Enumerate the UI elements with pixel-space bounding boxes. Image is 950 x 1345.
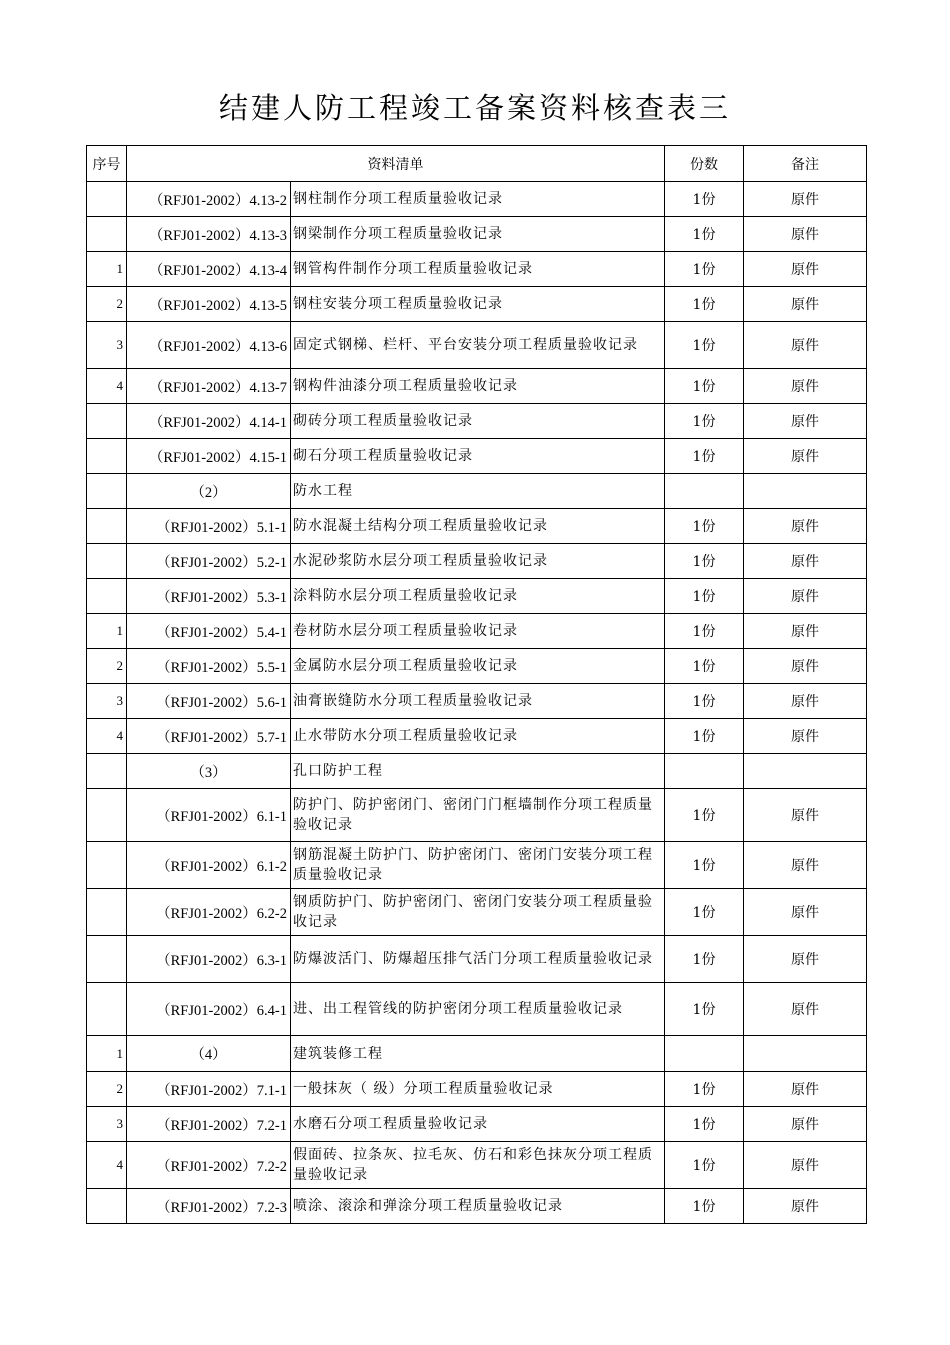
row-qty: 1份 xyxy=(665,684,744,719)
row-qty: 1份 xyxy=(665,217,744,252)
row-name: 钢质防护门、防护密闭门、密闭门安装分项工程质量验收记录 xyxy=(291,889,665,936)
row-number: 1 xyxy=(87,1036,127,1072)
row-name: 砌石分项工程质量验收记录 xyxy=(291,439,665,474)
table-row xyxy=(87,1072,867,1107)
row-note: 原件 xyxy=(744,439,867,474)
row-qty: 1份 xyxy=(665,1142,744,1189)
row-number xyxy=(87,404,127,439)
row-name: 一般抹灰（ 级）分项工程质量验收记录 xyxy=(291,1072,665,1107)
row-name: 防水工程 xyxy=(291,474,665,509)
row-note: 原件 xyxy=(744,322,867,369)
table-row xyxy=(87,217,867,252)
row-qty: 1份 xyxy=(665,544,744,579)
header-qty: 份数 xyxy=(665,146,744,182)
row-number xyxy=(87,439,127,474)
section-row xyxy=(87,754,867,789)
row-number xyxy=(87,474,127,509)
table-row xyxy=(87,889,867,936)
row-name: 油膏嵌缝防水分项工程质量验收记录 xyxy=(291,684,665,719)
row-qty: 1份 xyxy=(665,252,744,287)
row-note: 原件 xyxy=(744,404,867,439)
row-code: （RFJ01-2002）7.2-1 xyxy=(127,1107,291,1142)
row-qty: 1份 xyxy=(665,983,744,1036)
table-row xyxy=(87,983,867,1036)
table-row xyxy=(87,404,867,439)
row-number xyxy=(87,182,127,217)
row-qty: 1份 xyxy=(665,936,744,983)
row-note: 原件 xyxy=(744,614,867,649)
row-name: 钢梁制作分项工程质量验收记录 xyxy=(291,217,665,252)
row-code: （RFJ01-2002）4.13-4 xyxy=(127,252,291,287)
row-qty: 1份 xyxy=(665,369,744,404)
row-qty: 1份 xyxy=(665,649,744,684)
table-row xyxy=(87,842,867,889)
row-code: （RFJ01-2002）6.1-1 xyxy=(127,789,291,842)
row-code: （RFJ01-2002）5.7-1 xyxy=(127,719,291,754)
row-code: （RFJ01-2002）4.14-1 xyxy=(127,404,291,439)
row-name: 金属防水层分项工程质量验收记录 xyxy=(291,649,665,684)
row-note: 原件 xyxy=(744,579,867,614)
row-number xyxy=(87,754,127,789)
row-code: （RFJ01-2002）6.2-2 xyxy=(127,889,291,936)
row-code: （RFJ01-2002）6.1-2 xyxy=(127,842,291,889)
row-qty: 1份 xyxy=(665,719,744,754)
row-qty xyxy=(665,754,744,789)
row-qty: 1份 xyxy=(665,842,744,889)
row-note: 原件 xyxy=(744,1107,867,1142)
table-row xyxy=(87,719,867,754)
row-name: 防爆波活门、防爆超压排气活门分项工程质量验收记录 xyxy=(291,936,665,983)
row-name: 假面砖、拉条灰、拉毛灰、仿石和彩色抹灰分项工程质量验收记录 xyxy=(291,1142,665,1189)
row-code: （RFJ01-2002）5.1-1 xyxy=(127,509,291,544)
row-code: （RFJ01-2002）5.4-1 xyxy=(127,614,291,649)
row-qty: 1份 xyxy=(665,614,744,649)
row-note: 原件 xyxy=(744,544,867,579)
table-row xyxy=(87,1189,867,1224)
row-note: 原件 xyxy=(744,983,867,1036)
row-code: （RFJ01-2002）4.13-2 xyxy=(127,182,291,217)
row-number xyxy=(87,579,127,614)
row-note: 原件 xyxy=(744,369,867,404)
row-qty: 1份 xyxy=(665,1107,744,1142)
table-row xyxy=(87,1142,867,1189)
page-title: 结建人防工程竣工备案资料核查表三 xyxy=(218,91,731,125)
row-number: 3 xyxy=(87,1107,127,1142)
row-number xyxy=(87,217,127,252)
table-row xyxy=(87,789,867,842)
row-code: （RFJ01-2002）6.4-1 xyxy=(127,983,291,1036)
table-row xyxy=(87,614,867,649)
row-number: 2 xyxy=(87,1072,127,1107)
row-note: 原件 xyxy=(744,842,867,889)
row-number xyxy=(87,1189,127,1224)
row-note: 原件 xyxy=(744,649,867,684)
row-code: （RFJ01-2002）5.3-1 xyxy=(127,579,291,614)
row-name: 卷材防水层分项工程质量验收记录 xyxy=(291,614,665,649)
row-note: 原件 xyxy=(744,719,867,754)
row-code: （2） xyxy=(127,474,291,509)
row-number: 2 xyxy=(87,649,127,684)
row-qty: 1份 xyxy=(665,439,744,474)
row-number: 3 xyxy=(87,322,127,369)
row-code: （RFJ01-2002）5.5-1 xyxy=(127,649,291,684)
table-row xyxy=(87,1107,867,1142)
row-qty: 1份 xyxy=(665,1072,744,1107)
row-name: 水泥砂浆防水层分项工程质量验收记录 xyxy=(291,544,665,579)
row-qty: 1份 xyxy=(665,789,744,842)
row-qty xyxy=(665,1036,744,1072)
row-code: （3） xyxy=(127,754,291,789)
row-note xyxy=(744,1036,867,1072)
row-number: 2 xyxy=(87,287,127,322)
row-code: （RFJ01-2002）5.2-1 xyxy=(127,544,291,579)
row-name: 钢柱安装分项工程质量验收记录 xyxy=(291,287,665,322)
archive-check-table xyxy=(86,145,867,1224)
table-row xyxy=(87,509,867,544)
row-note xyxy=(744,754,867,789)
row-qty: 1份 xyxy=(665,509,744,544)
row-number: 4 xyxy=(87,369,127,404)
row-number xyxy=(87,889,127,936)
row-code: （RFJ01-2002）7.2-3 xyxy=(127,1189,291,1224)
table-row xyxy=(87,649,867,684)
table-row xyxy=(87,439,867,474)
row-name: 进、出工程管线的防护密闭分项工程质量验收记录 xyxy=(291,983,665,1036)
table-row xyxy=(87,369,867,404)
row-number xyxy=(87,789,127,842)
row-number xyxy=(87,544,127,579)
section-row xyxy=(87,474,867,509)
header-note: 备注 xyxy=(744,146,867,182)
row-name: 涂料防水层分项工程质量验收记录 xyxy=(291,579,665,614)
table-header-row xyxy=(87,146,867,182)
row-name: 建筑装修工程 xyxy=(291,1036,665,1072)
row-name: 钢构件油漆分项工程质量验收记录 xyxy=(291,369,665,404)
table-row xyxy=(87,287,867,322)
header-list: 资料清单 xyxy=(127,146,665,182)
row-code: （RFJ01-2002）7.2-2 xyxy=(127,1142,291,1189)
row-code: （RFJ01-2002）4.13-5 xyxy=(127,287,291,322)
row-note: 原件 xyxy=(744,1142,867,1189)
row-note xyxy=(744,474,867,509)
row-qty xyxy=(665,474,744,509)
section-row xyxy=(87,1036,867,1072)
row-code: （RFJ01-2002）5.6-1 xyxy=(127,684,291,719)
row-number xyxy=(87,936,127,983)
row-code: （RFJ01-2002）7.1-1 xyxy=(127,1072,291,1107)
row-qty: 1份 xyxy=(665,322,744,369)
row-code: （RFJ01-2002）4.13-7 xyxy=(127,369,291,404)
row-name: 水磨石分项工程质量验收记录 xyxy=(291,1107,665,1142)
row-note: 原件 xyxy=(744,889,867,936)
row-name: 钢筋混凝土防护门、防护密闭门、密闭门安装分项工程质量验收记录 xyxy=(291,842,665,889)
table-row xyxy=(87,579,867,614)
row-name: 固定式钢梯、栏杆、平台安装分项工程质量验收记录 xyxy=(291,322,665,369)
row-qty: 1份 xyxy=(665,182,744,217)
row-qty: 1份 xyxy=(665,889,744,936)
table-row xyxy=(87,544,867,579)
row-name: 止水带防水分项工程质量验收记录 xyxy=(291,719,665,754)
row-note: 原件 xyxy=(744,252,867,287)
row-note: 原件 xyxy=(744,509,867,544)
row-number: 3 xyxy=(87,684,127,719)
row-note: 原件 xyxy=(744,936,867,983)
row-note: 原件 xyxy=(744,684,867,719)
table-row xyxy=(87,182,867,217)
row-note: 原件 xyxy=(744,1189,867,1224)
table-row xyxy=(87,322,867,369)
row-code: （4） xyxy=(127,1036,291,1072)
row-qty: 1份 xyxy=(665,1189,744,1224)
row-name: 孔口防护工程 xyxy=(291,754,665,789)
row-qty: 1份 xyxy=(665,287,744,322)
row-number xyxy=(87,509,127,544)
row-note: 原件 xyxy=(744,789,867,842)
table-row xyxy=(87,936,867,983)
row-code: （RFJ01-2002）4.13-3 xyxy=(127,217,291,252)
row-number: 1 xyxy=(87,614,127,649)
row-number xyxy=(87,983,127,1036)
row-number: 4 xyxy=(87,1142,127,1189)
table-row xyxy=(87,684,867,719)
row-note: 原件 xyxy=(744,217,867,252)
header-no: 序号 xyxy=(87,146,127,182)
row-name: 钢管构件制作分项工程质量验收记录 xyxy=(291,252,665,287)
row-number xyxy=(87,842,127,889)
row-qty: 1份 xyxy=(665,579,744,614)
row-name: 防水混凝土结构分项工程质量验收记录 xyxy=(291,509,665,544)
row-qty: 1份 xyxy=(665,404,744,439)
row-note: 原件 xyxy=(744,1072,867,1107)
row-name: 防护门、防护密闭门、密闭门门框墙制作分项工程质量验收记录 xyxy=(291,789,665,842)
row-name: 喷涂、滚涂和弹涂分项工程质量验收记录 xyxy=(291,1189,665,1224)
row-code: （RFJ01-2002）6.3-1 xyxy=(127,936,291,983)
row-name: 钢柱制作分项工程质量验收记录 xyxy=(291,182,665,217)
row-code: （RFJ01-2002）4.15-1 xyxy=(127,439,291,474)
table-body xyxy=(87,182,867,1224)
row-number: 4 xyxy=(87,719,127,754)
row-note: 原件 xyxy=(744,287,867,322)
row-code: （RFJ01-2002）4.13-6 xyxy=(127,322,291,369)
row-name: 砌砖分项工程质量验收记录 xyxy=(291,404,665,439)
table-row xyxy=(87,252,867,287)
row-number: 1 xyxy=(87,252,127,287)
row-note: 原件 xyxy=(744,182,867,217)
